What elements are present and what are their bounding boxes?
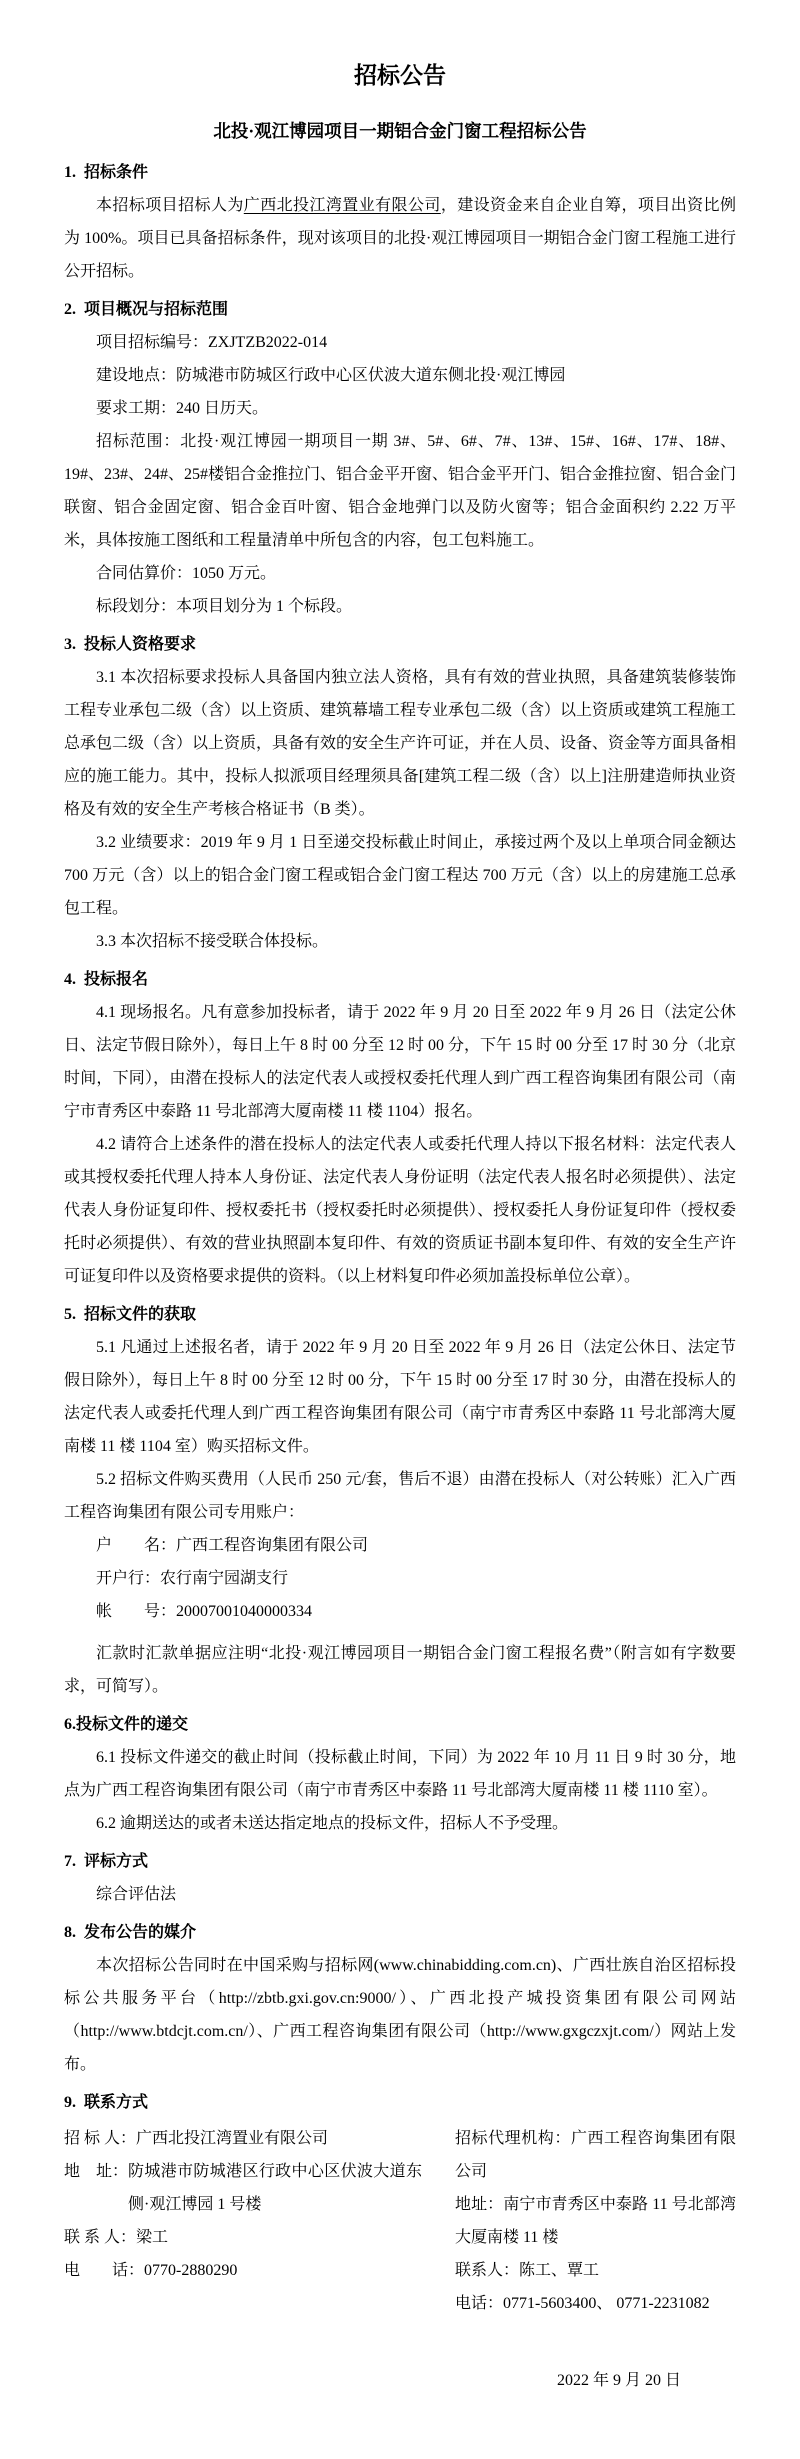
- agency-row: [455, 2122, 736, 2188]
- contact-section: [64, 2122, 736, 2320]
- agency-value: 广西工程咨询集团有限公司: [455, 2130, 736, 2180]
- agency-phone-row: [455, 2287, 736, 2320]
- para-3-1: 3.1 本次招标要求投标人具备国内独立法人资格，具有有效的营业执照，具备建筑装修装饰工程专业承包二级（含）以上资质、建筑幕墙工程专业承包二级（含）以上资质或建筑工程施工总承包二级（含）以上资质，具备有效的安全生产许可证，并在人员、设备、资金等方面具备相应的施工能力。其中，投标人拟派项目经理须具备[建筑工程二级（含）以上]注册建造师执业资格及有效的安全生产考核合格证书（B 类）。: [64, 669, 737, 818]
- contact-left-column: [64, 2122, 422, 2320]
- tenderer-contact-value: 梁工: [136, 2229, 169, 2246]
- funding-text: ，建设资金来自企业自筹，项目出资比例为 100%。项目已具备招标条件，现对该项目的北投·观江博园项目一期铝合金门窗工程施工进行公开招标。: [64, 197, 736, 280]
- section-1-heading: 1. 招标条件: [64, 164, 149, 181]
- agency-phone-value: 0771-5603400、 0771-2231082: [503, 2295, 710, 2312]
- tenderer-phone-value: 0770-2880290: [144, 2262, 238, 2279]
- agency-contact-value: 陈工、覃工: [519, 2262, 600, 2279]
- tenderer-row: [64, 2122, 422, 2155]
- tenderer-address-label: 地 址：: [64, 2163, 129, 2180]
- section-division: 标段划分：本项目划分为 1 个标段。: [96, 598, 353, 615]
- para-6-2: 6.2 逾期送达的或者未送达指定地点的投标文件，招标人不予受理。: [96, 1815, 569, 1832]
- agency-label: 招标代理机构：: [455, 2130, 571, 2147]
- agency-contact-row: [455, 2254, 736, 2287]
- tenderer-phone-label: 电 话：: [64, 2262, 145, 2279]
- bidder-company-name: 广西北投江湾置业有限公司: [243, 197, 441, 214]
- agency-address-label: 地址：: [455, 2196, 504, 2213]
- bid-scope: 招标范围：北投·观江博园一期项目一期 3#、5#、6#、7#、13#、15#、16#、17#、18#、19#、23#、24#、25#楼铝合金推拉门、铝合金平开窗、铝合金平开门、铝合金推拉窗、铝合金门联窗、铝合金固定窗、铝合金百叶窗、铝合金地弹门以及防火窗等；铝合金面积约 2.22 万平米，具体按施工图纸和工程量清单中所包含的内容，包工包料施工。: [64, 433, 737, 549]
- para-3-3: 3.3 本次招标不接受联合体投标。: [96, 933, 329, 950]
- document-subtitle: 北投·观江博园项目一期铝合金门窗工程招标公告: [213, 121, 587, 141]
- section-1-paragraph: [64, 189, 736, 288]
- announcement-date: 2022 年 9 月 20 日: [556, 2372, 681, 2389]
- evaluation-method: 综合评估法: [96, 1886, 177, 1903]
- tenderer-contact-row: [64, 2221, 422, 2254]
- para-5-2: 5.2 招标文件购买费用（人民币 250 元/套，售后不退）由潜在投标人（对公转账）汇入广西工程咨询集团有限公司专用账户：: [64, 1471, 736, 1521]
- agency-address-row: [455, 2188, 736, 2254]
- section-4-heading: 4. 投标报名: [64, 971, 149, 988]
- tenderer-value: 广西北投江湾置业有限公司: [136, 2130, 329, 2147]
- para-3-2: 3.2 业绩要求：2019 年 9 月 1 日至递交投标截止时间止，承接过两个及以上单项合同金额达 700 万元（含）以上的铝合金门窗工程或铝合金门窗工程达 700 万元（含）以上的房建施工总承包工程。: [64, 834, 736, 917]
- required-duration: 要求工期：240 日历天。: [96, 400, 269, 417]
- para-4-2: 4.2 请符合上述条件的潜在投标人的法定代表人或委托代理人持以下报名材料：法定代表人或其授权委托代理人持本人身份证、法定代表人身份证明（法定代表人报名时必须提供）、法定代表人身份证复印件、授权委托书（授权委托时必须提供）、授权委托人身份证复印件（授权委托时必须提供）、有效的营业执照副本复印件、有效的资质证书副本复印件、有效的安全生产许可证复印件以及资格要求提供的资料。（以上材料复印件必须加盖投标单位公章）。: [64, 1136, 736, 1285]
- project-bid-number: 项目招标编号：ZXJTZB2022-014: [96, 334, 328, 351]
- section-2-heading: 2. 项目概况与招标范围: [64, 301, 229, 318]
- agency-contact-label: 联系人：: [455, 2262, 520, 2279]
- contact-right-column: [422, 2122, 736, 2320]
- para-5-1: 5.1 凡通过上述报名者，请于 2022 年 9 月 20 日至 2022 年 9 月 26 日（法定公休日、法定节假日除外），每日上午 8 时 00 分至 12 时 00 分，下午 15 时 00 分至 17 时 30 分，由潜在投标人的法定代表人或委托代理人到广西工程咨询集团有限公司（南宁市青秀区中泰路 11 号北部湾大厦南楼 11 楼 1104 室）购买招标文件。: [64, 1339, 737, 1455]
- section-7-heading: 7. 评标方式: [64, 1853, 149, 1870]
- para-6-1: 6.1 投标文件递交的截止时间（投标截止时间，下同）为 2022 年 10 月 11 日 9 时 30 分，地点为广西工程咨询集团有限公司（南宁市青秀区中泰路 11 号北部湾大厦南楼 11 楼 1110 室）。: [64, 1749, 736, 1799]
- para-4-1: 4.1 现场报名。凡有意参加投标者，请于 2022 年 9 月 20 日至 2022 年 9 月 26 日（法定公休日、法定节假日除外），每日上午 8 时 00 分至 12 时 00 分，下午 15 时 00 分至 17 时 30 分（北京时间，下同），由潜在投标人的法定代表人或授权委托代理人到广西工程咨询集团有限公司（南宁市青秀区中泰路 11 号北部湾大厦南楼 11 楼 1104）报名。: [64, 1004, 737, 1120]
- section-5-heading: 5. 招标文件的获取: [64, 1306, 197, 1323]
- section-8-heading: 8. 发布公告的媒介: [64, 1924, 197, 1941]
- tenderer-contact-label: 联 系 人：: [64, 2229, 137, 2246]
- tenderer-label: 招 标 人：: [64, 2130, 137, 2147]
- agency-address-value: 南宁市青秀区中泰路 11 号北部湾大厦南楼 11 楼: [455, 2196, 736, 2246]
- contract-estimate: 合同估算价：1050 万元。: [96, 565, 277, 582]
- section-9-heading: 9. 联系方式: [64, 2094, 149, 2111]
- announcement-media-paragraph: 本次招标公告同时在中国采购与招标网(www.chinabidding.com.cn)、广西壮族自治区招标投标公共服务平台（http://zbtb.gxi.gov.cn:9000/）、广西北投产城投资集团有限公司网站（http://www.btdcjt.com.cn/）、广西工程咨询集团有限公司（http://www.gxgczxjt.com/）网站上发布。: [64, 1957, 736, 2073]
- account-number-line: 帐 号：20007001040000334: [96, 1603, 313, 1620]
- document-title: 招标公告: [354, 63, 446, 88]
- tenderer-address-value: 防城港市防城港区行政中心区伏波大道东侧·观江博园 1 号楼: [128, 2163, 422, 2213]
- construction-location: 建设地点：防城港市防城区行政中心区伏波大道东侧北投·观江博园: [96, 367, 566, 384]
- remittance-note: 汇款时汇款单据应注明“北投·观江博园项目一期铝合金门窗工程报名费”（附言如有字数要求，可简写）。: [64, 1645, 736, 1695]
- account-bank-line: 开户行：农行南宁园湖支行: [96, 1570, 289, 1587]
- section-3-heading: 3. 投标人资格要求: [64, 636, 197, 653]
- tenderer-phone-row: [64, 2254, 422, 2287]
- agency-phone-label: 电话：: [455, 2295, 504, 2312]
- account-name-line: 户 名：广西工程咨询集团有限公司: [96, 1537, 369, 1554]
- section-6-heading: 6.投标文件的递交: [64, 1716, 189, 1733]
- bidder-intro-text: 本招标项目招标人为: [96, 197, 244, 214]
- tenderer-address-row: [64, 2155, 422, 2221]
